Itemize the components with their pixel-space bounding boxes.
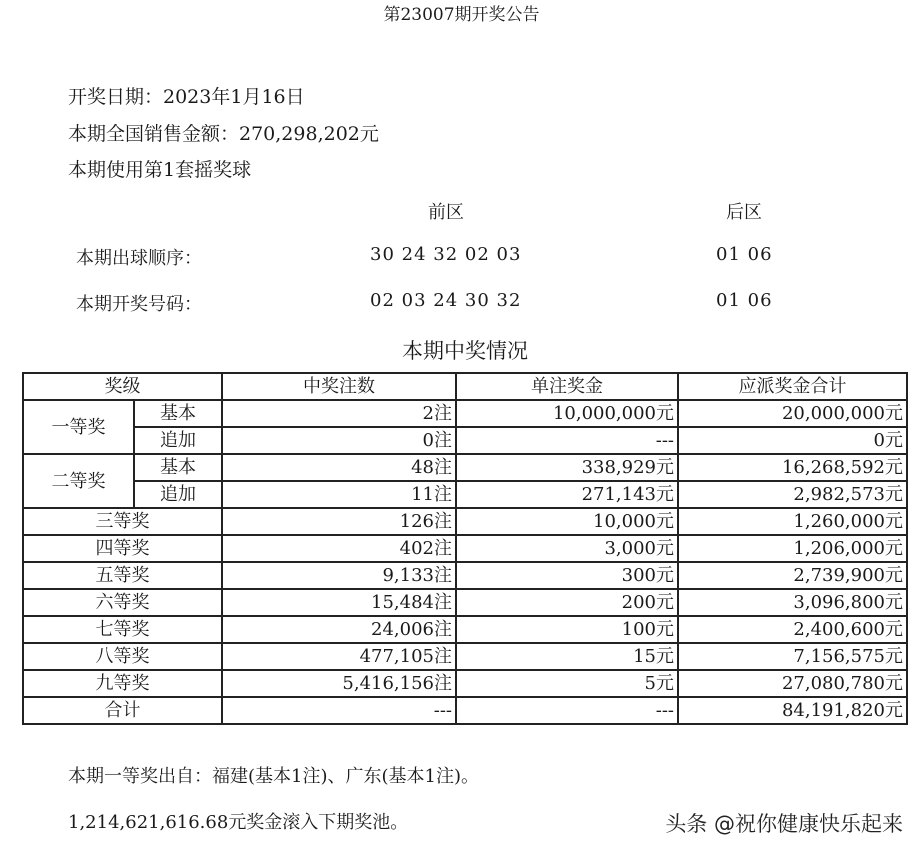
- unit-prize: 338,929元: [456, 454, 678, 481]
- unit-prize: 100元: [456, 616, 678, 643]
- unit-prize: 10,000元: [456, 508, 678, 535]
- sub-tier: 基本: [134, 400, 222, 427]
- ball-set: 本期使用第1套摇奖球: [68, 159, 252, 181]
- winner-count: 11注: [222, 481, 456, 508]
- tier-name: 三等奖: [23, 508, 222, 535]
- draw-order-back: 01 06: [716, 244, 773, 265]
- winning-numbers-back: 01 06: [716, 290, 773, 311]
- tier-name: 一等奖: [23, 400, 134, 454]
- unit-prize: 3,000元: [456, 535, 678, 562]
- page-title: 第23007期开奖公告: [383, 5, 540, 25]
- total-prize: 0元: [678, 427, 907, 454]
- table-sum-row: [23, 697, 907, 724]
- total-prize: 2,739,900元: [678, 562, 907, 589]
- tier-name: 四等奖: [23, 535, 222, 562]
- tier-name: 六等奖: [23, 589, 222, 616]
- section-heading: 本期中奖情况: [402, 339, 528, 363]
- total-prize: 2,982,573元: [678, 481, 907, 508]
- winner-count: 402注: [222, 535, 456, 562]
- winning-numbers-front: 02 03 24 30 32: [370, 290, 522, 311]
- table-row: [23, 481, 907, 508]
- tier-name: 二等奖: [23, 454, 134, 508]
- unit-prize: ---: [456, 427, 678, 454]
- total-prize: 16,268,592元: [678, 454, 907, 481]
- tier-name: 九等奖: [23, 670, 222, 697]
- tier-name: 八等奖: [23, 643, 222, 670]
- total-prize: 3,096,800元: [678, 589, 907, 616]
- winner-count: 9,133注: [222, 562, 456, 589]
- sum-prize: ---: [456, 697, 678, 724]
- tier-name: 五等奖: [23, 562, 222, 589]
- sum-total: 84,191,820元: [678, 697, 907, 724]
- header-count: 中奖注数: [222, 373, 456, 400]
- total-prize: 2,400,600元: [678, 616, 907, 643]
- total-prize: 27,080,780元: [678, 670, 907, 697]
- unit-prize: 200元: [456, 589, 678, 616]
- sub-tier: 追加: [134, 427, 222, 454]
- back-zone-heading: 后区: [726, 202, 762, 223]
- table-row: [23, 589, 907, 616]
- sum-label: 合计: [23, 697, 222, 724]
- sales-amount: 本期全国销售金额：270,298,202元: [68, 123, 379, 145]
- front-zone-heading: 前区: [428, 202, 464, 223]
- table-row: [23, 535, 907, 562]
- table-row: [23, 616, 907, 643]
- winner-count: 0注: [222, 427, 456, 454]
- winner-count: 477,105注: [222, 643, 456, 670]
- header-level: 奖级: [23, 373, 222, 400]
- table-row: [23, 427, 907, 454]
- sum-count: ---: [222, 697, 456, 724]
- table-row: [23, 643, 907, 670]
- tier-name: 七等奖: [23, 616, 222, 643]
- winner-count: 15,484注: [222, 589, 456, 616]
- winner-count: 5,416,156注: [222, 670, 456, 697]
- unit-prize: 271,143元: [456, 481, 678, 508]
- sub-tier: 基本: [134, 454, 222, 481]
- total-prize: 20,000,000元: [678, 400, 907, 427]
- header-prize: 单注奖金: [456, 373, 678, 400]
- watermark: 头条 @祝你健康快乐起来: [665, 812, 903, 836]
- unit-prize: 300元: [456, 562, 678, 589]
- prize-table: [22, 372, 908, 725]
- first-prize-origin: 本期一等奖出自：福建(基本1注)、广东(基本1注)。: [68, 766, 479, 787]
- draw-date: 开奖日期：2023年1月16日: [68, 86, 305, 108]
- winner-count: 24,006注: [222, 616, 456, 643]
- table-row: [23, 400, 907, 427]
- winner-count: 48注: [222, 454, 456, 481]
- winner-count: 2注: [222, 400, 456, 427]
- table-row: [23, 454, 907, 481]
- total-prize: 1,206,000元: [678, 535, 907, 562]
- header-total: 应派奖金合计: [678, 373, 907, 400]
- sub-tier: 追加: [134, 481, 222, 508]
- unit-prize: 15元: [456, 643, 678, 670]
- unit-prize: 10,000,000元: [456, 400, 678, 427]
- draw-order-label: 本期出球顺序：: [76, 248, 202, 269]
- winner-count: 126注: [222, 508, 456, 535]
- winning-numbers-label: 本期开奖号码：: [76, 294, 202, 315]
- unit-prize: 5元: [456, 670, 678, 697]
- total-prize: 1,260,000元: [678, 508, 907, 535]
- table-row: [23, 562, 907, 589]
- table-row: [23, 670, 907, 697]
- table-header-row: [23, 373, 907, 400]
- table-row: [23, 508, 907, 535]
- total-prize: 7,156,575元: [678, 643, 907, 670]
- prize-pool-rollover: 1,214,621,616.68元奖金滚入下期奖池。: [68, 812, 409, 833]
- draw-order-front: 30 24 32 02 03: [370, 244, 522, 265]
